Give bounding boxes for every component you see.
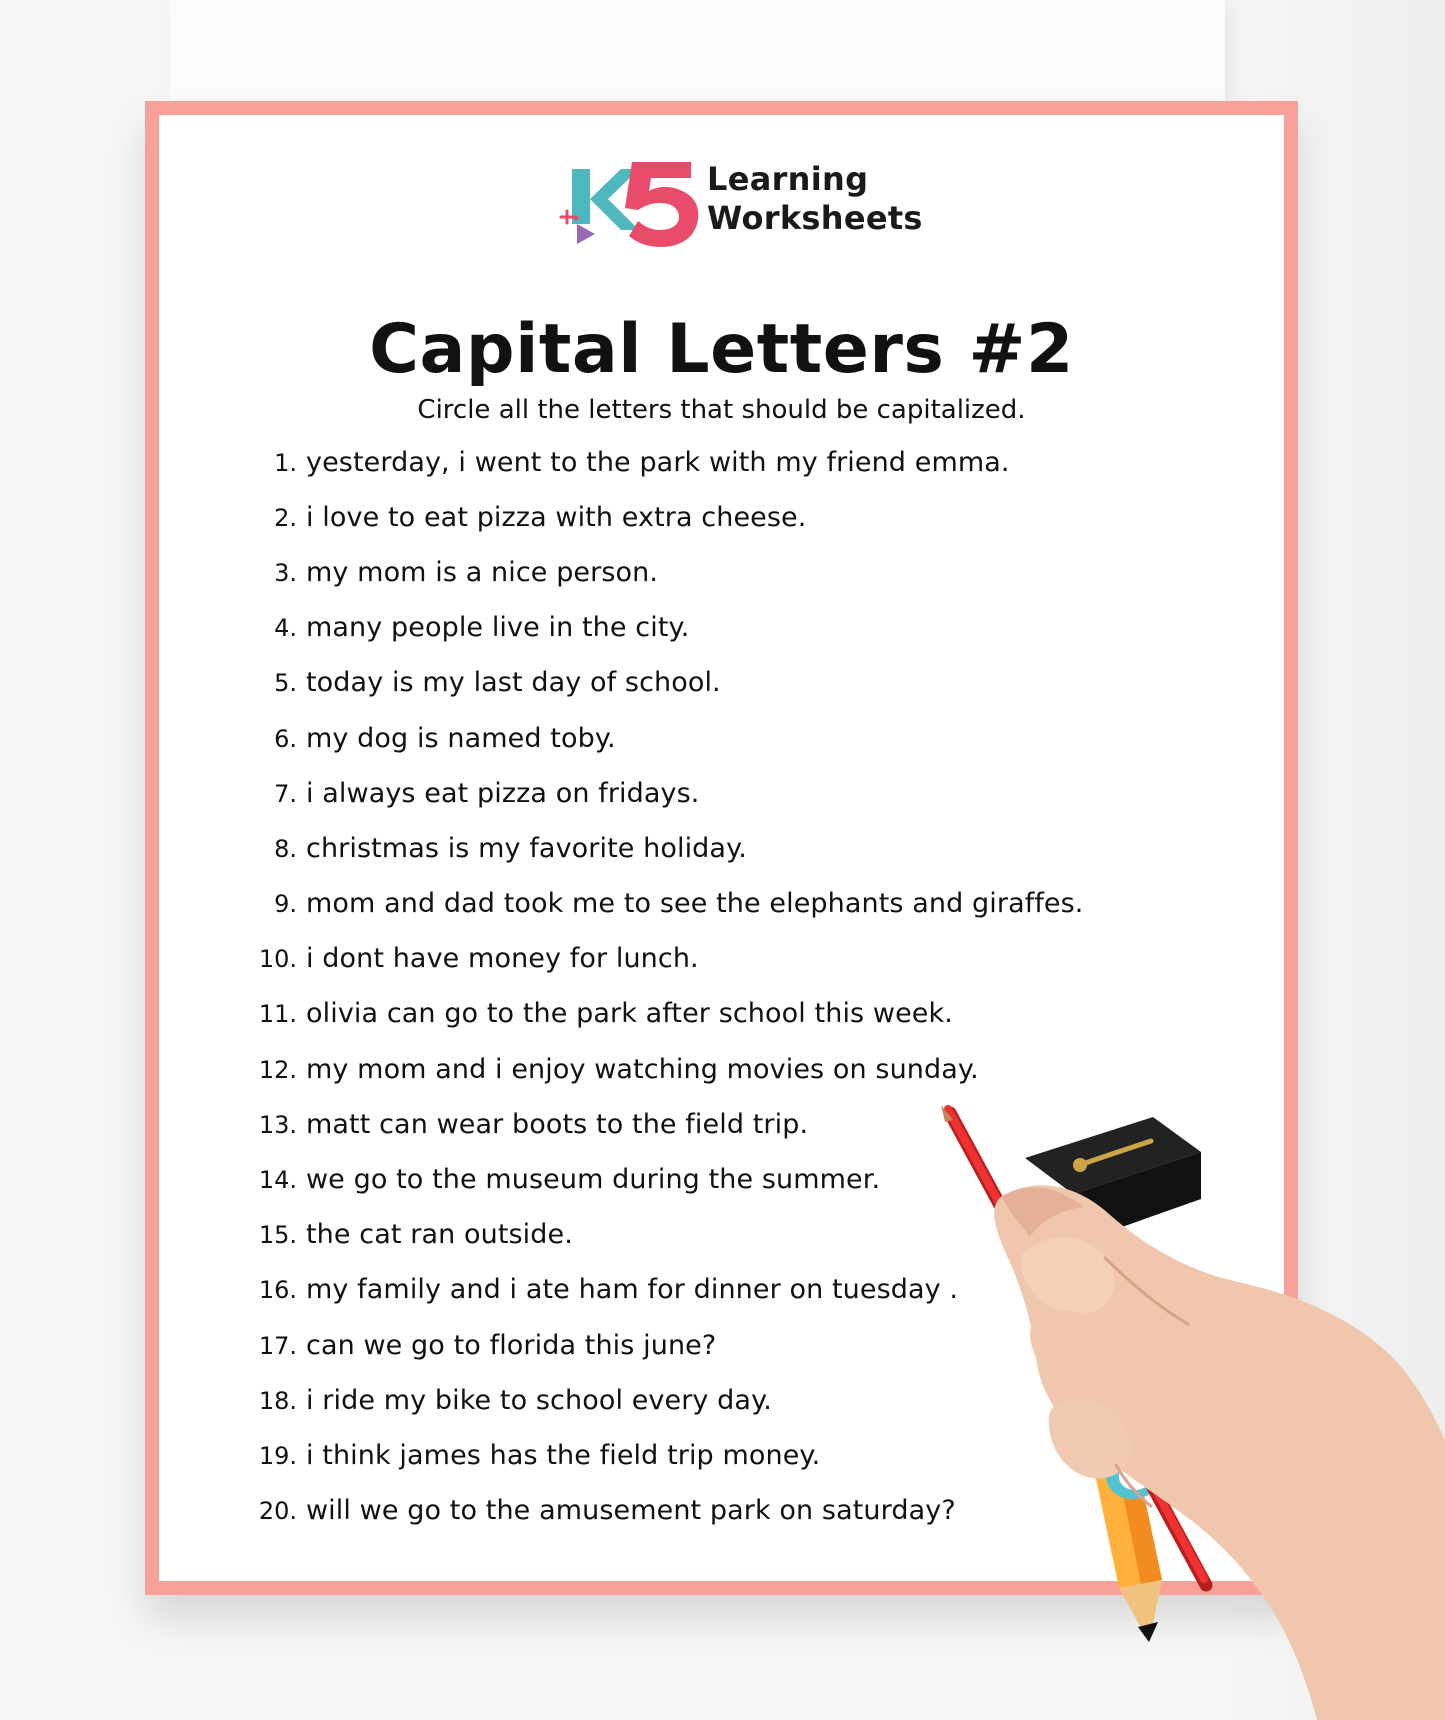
sentence-item-12	[249, 1042, 1199, 1097]
sentence-item-1	[249, 435, 1199, 490]
sentence-number-19: 19.	[258, 1441, 297, 1470]
logo-line-worksheets: Worksheets	[707, 199, 923, 237]
sentence-number-16: 16.	[258, 1276, 297, 1305]
sentence-text-19: i think james has the field trip money.	[306, 1439, 821, 1471]
sentence-item-10	[249, 932, 1199, 987]
sentence-number-20: 20.	[258, 1497, 297, 1526]
sentence-text-11: olivia can go to the park after school this week.	[306, 998, 953, 1030]
sentence-text-18: i ride my bike to school every day.	[306, 1384, 772, 1416]
sentence-number-10: 10.	[258, 945, 297, 974]
sentence-text-6: my dog is named toby.	[306, 722, 616, 754]
sentence-item-5	[249, 656, 1199, 711]
sentence-number-1: 1.	[274, 448, 297, 477]
sentence-number-15: 15.	[258, 1221, 297, 1250]
sentence-item-6	[249, 711, 1199, 766]
sentence-text-8: christmas is my favorite holiday.	[306, 832, 747, 864]
sentence-text-4: many people live in the city.	[306, 612, 690, 644]
logo-wordmark	[707, 160, 923, 238]
sentence-text-9: mom and dad took me to see the elephants and giraffes.	[306, 888, 1084, 920]
k5-learning-logo	[557, 152, 937, 248]
sentence-number-11: 11.	[258, 1000, 297, 1029]
sentence-text-13: matt can wear boots to the field trip.	[306, 1108, 809, 1140]
sentence-number-5: 5.	[274, 669, 297, 698]
sentence-text-7: i always eat pizza on fridays.	[306, 777, 700, 809]
sentence-text-17: can we go to florida this june?	[306, 1329, 717, 1361]
sentence-number-12: 12.	[258, 1055, 297, 1084]
sentence-text-14: we go to the museum during the summer.	[306, 1164, 881, 1196]
sentence-text-12: my mom and i enjoy watching movies on sunday.	[306, 1053, 979, 1085]
sentence-number-17: 17.	[258, 1331, 297, 1360]
sentence-text-1: yesterday, i went to the park with my friend emma.	[306, 446, 1010, 478]
sentence-text-3: my mom is a nice person.	[306, 556, 659, 588]
sentence-item-9	[249, 877, 1199, 932]
worksheet-title: Capital Letters #2	[369, 309, 1074, 389]
sentence-text-20: will we go to the amusement park on saturday?	[306, 1495, 956, 1527]
sentence-text-16: my family and i ate ham for dinner on tuesday .	[306, 1274, 959, 1306]
sentence-number-4: 4.	[274, 614, 297, 643]
k5-logo-mark	[557, 152, 705, 248]
sentence-number-7: 7.	[274, 779, 297, 808]
hand-holding-pencil-icon	[900, 1105, 1445, 1720]
sentence-item-4	[249, 601, 1199, 656]
sentence-item-3	[249, 545, 1199, 600]
sentence-item-2	[249, 490, 1199, 545]
sentence-number-9: 9.	[274, 890, 297, 919]
sentence-number-18: 18.	[258, 1386, 297, 1415]
sentence-text-5: today is my last day of school.	[306, 667, 721, 699]
sentence-number-14: 14.	[258, 1166, 297, 1195]
sentence-text-2: i love to eat pizza with extra cheese.	[306, 501, 807, 533]
sentence-number-8: 8.	[274, 834, 297, 863]
sentence-item-8	[249, 821, 1199, 876]
sentence-number-3: 3.	[274, 558, 297, 587]
sentence-text-15: the cat ran outside.	[306, 1219, 573, 1251]
sentence-item-7	[249, 766, 1199, 821]
sentence-number-6: 6.	[274, 724, 297, 753]
sentence-item-11	[249, 987, 1199, 1042]
logo-line-learning: Learning	[707, 160, 869, 198]
sentence-text-10: i dont have money for lunch.	[306, 943, 699, 975]
sentence-number-13: 13.	[258, 1110, 297, 1139]
worksheet-instructions: Circle all the letters that should be capitalized.	[417, 395, 1026, 425]
sentence-number-2: 2.	[274, 503, 297, 532]
